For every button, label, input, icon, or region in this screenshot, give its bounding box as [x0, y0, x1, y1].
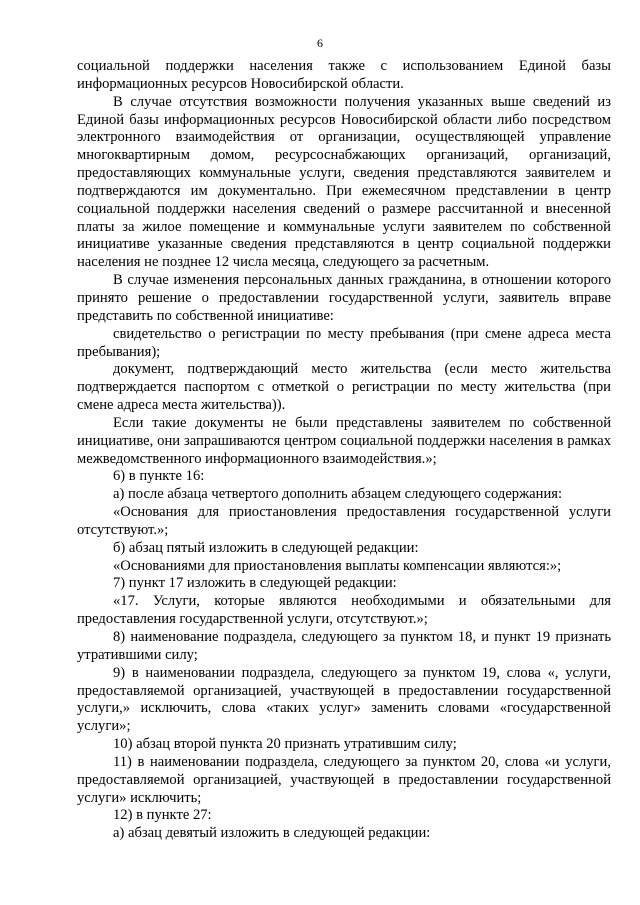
paragraph: документ, подтверждающий место жительства (если место жительства подтверждается паспортом с отметкой о регистрации по месту жительства (при смене адреса места жительства)).: [77, 361, 611, 414]
document-body: [77, 58, 611, 843]
page-number: 6: [317, 36, 323, 50]
paragraph: В случае изменения персональных данных гражданина, в отношении которого принято решение о предоставлении государственной услуги, заявитель вправе представить по собственной инициативе:: [77, 272, 611, 324]
paragraph: Если такие документы не были представлены заявителем по собственной инициативе, они запрашиваются центром социальной поддержки населения в рамках межведомственного информационного взаимодействия.»;: [77, 414, 611, 467]
paragraph: 11) в наименовании подраздела, следующего за пунктом 20, слова «и услуги, предоставляемой организацией, участвующей в предоставлении государственной услуги» исключить;: [77, 753, 611, 806]
paragraph: «17. Услуги, которые являются необходимыми и обязательными для предоставления государственной услуги, отсутствуют.»;: [77, 593, 611, 628]
paragraph: «Основания для приостановления предоставления государственной услуги отсутствуют.»;: [77, 504, 611, 538]
paragraph: а) абзац девятый изложить в следующей редакции:: [113, 825, 431, 842]
paragraph: 8) наименование подраздела, следующего за пунктом 18, и пункт 19 признать утратившими силу;: [77, 629, 611, 663]
paragraph: В случае отсутствия возможности получения указанных выше сведений из Единой базы информационных ресурсов Новосибирской области либо посредством электронного взаимодействия от организации, осуществляющей управление многоквартирным домом, ресурсоснабжающих организаций, организаций, предоставляющих коммунальные услуги, сведения представляются заявителем и подтверждаются им документально. При ежемесячном представлении в центр социальной поддержки населения сведений о размере рассчитанной и внесенной платы за жилое помещение и коммунальные услуги заявителем по собственной инициативе указанные сведения представляются в центр социальной поддержки населения не позднее 12 числа месяца, следующего за расчетным.: [77, 93, 611, 271]
paragraph: 7) пункт 17 изложить в следующей редакции:: [113, 575, 397, 592]
paragraph: свидетельство о регистрации по месту пребывания (при смене адреса места пребывания);: [77, 325, 611, 360]
paragraph: 10) абзац второй пункта 20 признать утратившим силу;: [113, 736, 457, 753]
paragraph: социальной поддержки населения также с использованием Единой базы информационных ресурсов Новосибирской области.: [77, 58, 611, 92]
paragraph: б) абзац пятый изложить в следующей редакции:: [113, 539, 419, 556]
paragraph: 6) в пункте 16:: [113, 468, 205, 485]
paragraph: «Основаниями для приостановления выплаты компенсации являются:»;: [113, 557, 562, 574]
paragraph: 9) в наименовании подраздела, следующего за пунктом 19, слова «, услуги, предоставляемой организацией, участвующей в предоставлении государственной услуги,» исключить, слова «таких услуг» заменить словами «государственной услуги»;: [77, 664, 611, 735]
paragraph: а) после абзаца четвертого дополнить абзацем следующего содержания:: [113, 486, 563, 503]
paragraph: 12) в пункте 27:: [113, 807, 212, 824]
